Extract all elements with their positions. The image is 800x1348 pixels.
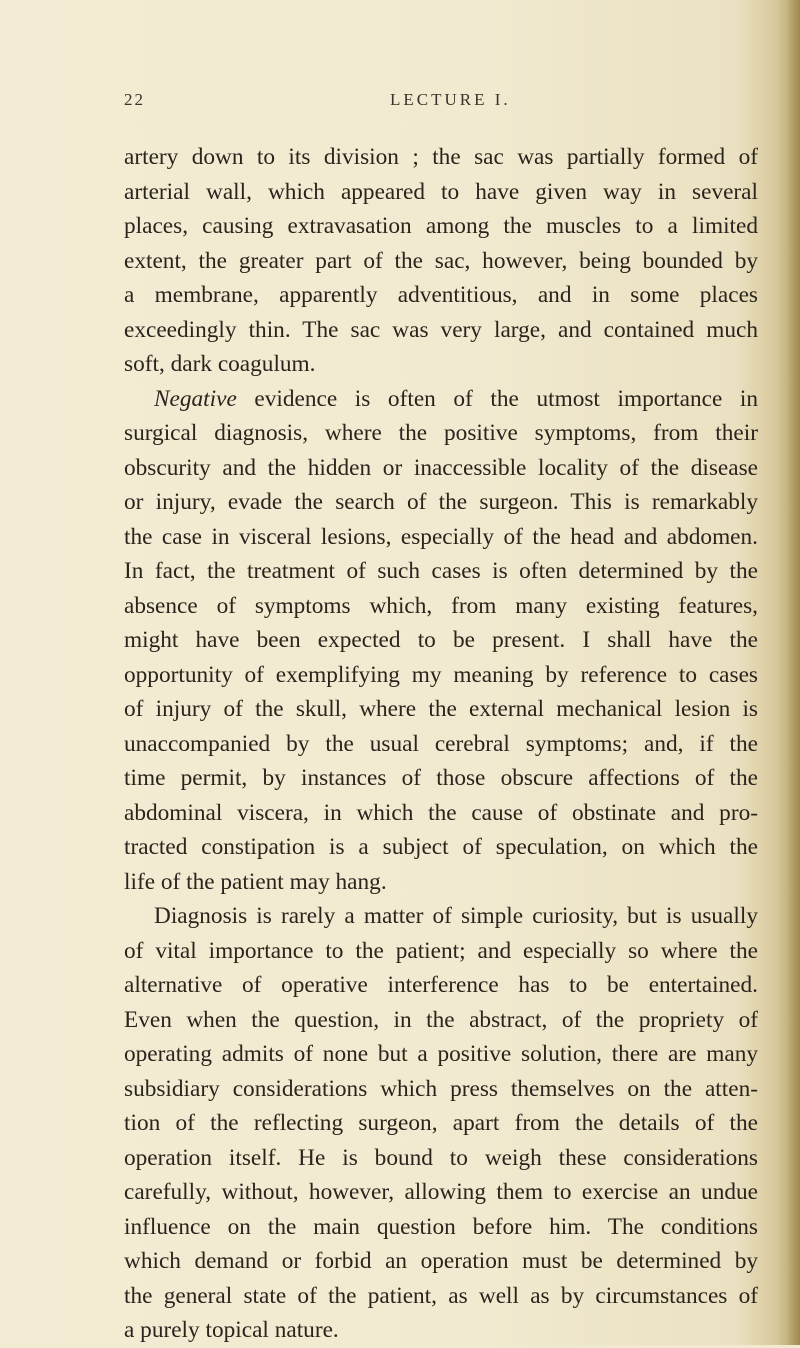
running-head: LECTURE I. (390, 90, 511, 109)
text-line: of injury of the skull, where the external mechanical lesion is (124, 696, 758, 722)
text-line: tracted constipation is a subject of speculation, on which the (124, 834, 758, 860)
page-number: 22 (124, 90, 145, 109)
text-line: obscurity and the hidden or inaccessible locality of the disease (124, 454, 758, 481)
text-line: which demand or forbid an operation must be determined by (124, 1248, 758, 1274)
text-line: Diagnosis is rarely a matter of simple curiosity, but is usually (154, 903, 758, 929)
text-line: alternative of operative interference has to be entertained. (124, 972, 758, 998)
text-line: a purely topical nature. (124, 1317, 339, 1343)
text-line: carefully, without, however, allowing them to exercise an undue (124, 1179, 758, 1205)
text-line: In fact, the treatment of such cases is often determined by the (124, 558, 758, 584)
body-text (124, 140, 758, 1348)
text-line: might have been expected to be present. I shall have the (124, 627, 758, 653)
page-edge-shadow (786, 0, 800, 1345)
text-line: the general state of the patient, as well as by circumstances of (124, 1282, 758, 1309)
italic-lead-word: Negative (154, 385, 237, 412)
text-line: unaccompanied by the usual cerebral symptoms; and, if the (124, 730, 758, 757)
text-line: life of the patient may hang. (124, 868, 387, 895)
text-line: operating admits of none but a positive solution, there are many (124, 1041, 758, 1067)
text-line: soft, dark coagulum. (124, 351, 316, 377)
page-header (124, 90, 764, 112)
text-line: absence of symptoms which, from many existing features, (124, 592, 758, 619)
text-line: places, causing extravasation among the muscles to a limited (124, 213, 758, 239)
text-line: surgical diagnosis, where the positive symptoms, from their (124, 420, 758, 446)
text-line: extent, the greater part of the sac, however, being bounded by (124, 247, 758, 274)
text-line: opportunity of exemplifying my meaning by reference to cases (124, 661, 758, 688)
text-line: artery down to its division ; the sac was partially formed of (124, 144, 758, 170)
paragraph-start-line (124, 382, 758, 417)
text-fragment: evidence is often of the utmost importance in (254, 385, 758, 412)
text-line: the case in visceral lesions, especially of the head and abdomen. (124, 523, 758, 550)
text-line: time permit, by instances of those obscure affections of the (124, 765, 758, 791)
text-line: exceedingly thin. The sac was very large, and contained much (124, 316, 758, 343)
text-line: of vital importance to the patient; and especially so where the (124, 937, 758, 964)
text-line: or injury, evade the search of the surgeon. This is remarkably (124, 489, 758, 515)
text-line: a membrane, apparently adventitious, and in some places (124, 282, 758, 308)
text-line: influence on the main question before him. The conditions (124, 1213, 758, 1240)
text-line: subsidiary considerations which press themselves on the atten- (124, 1075, 758, 1102)
text-line: arterial wall, which appeared to have given way in several (124, 178, 758, 205)
text-line: operation itself. He is bound to weigh these considerations (124, 1144, 758, 1171)
text-line: abdominal viscera, in which the cause of obstinate and pro- (124, 799, 758, 826)
text-line: tion of the reflecting surgeon, apart from the details of the (124, 1110, 758, 1136)
text-line: Even when the question, in the abstract, of the propriety of (124, 1006, 758, 1033)
